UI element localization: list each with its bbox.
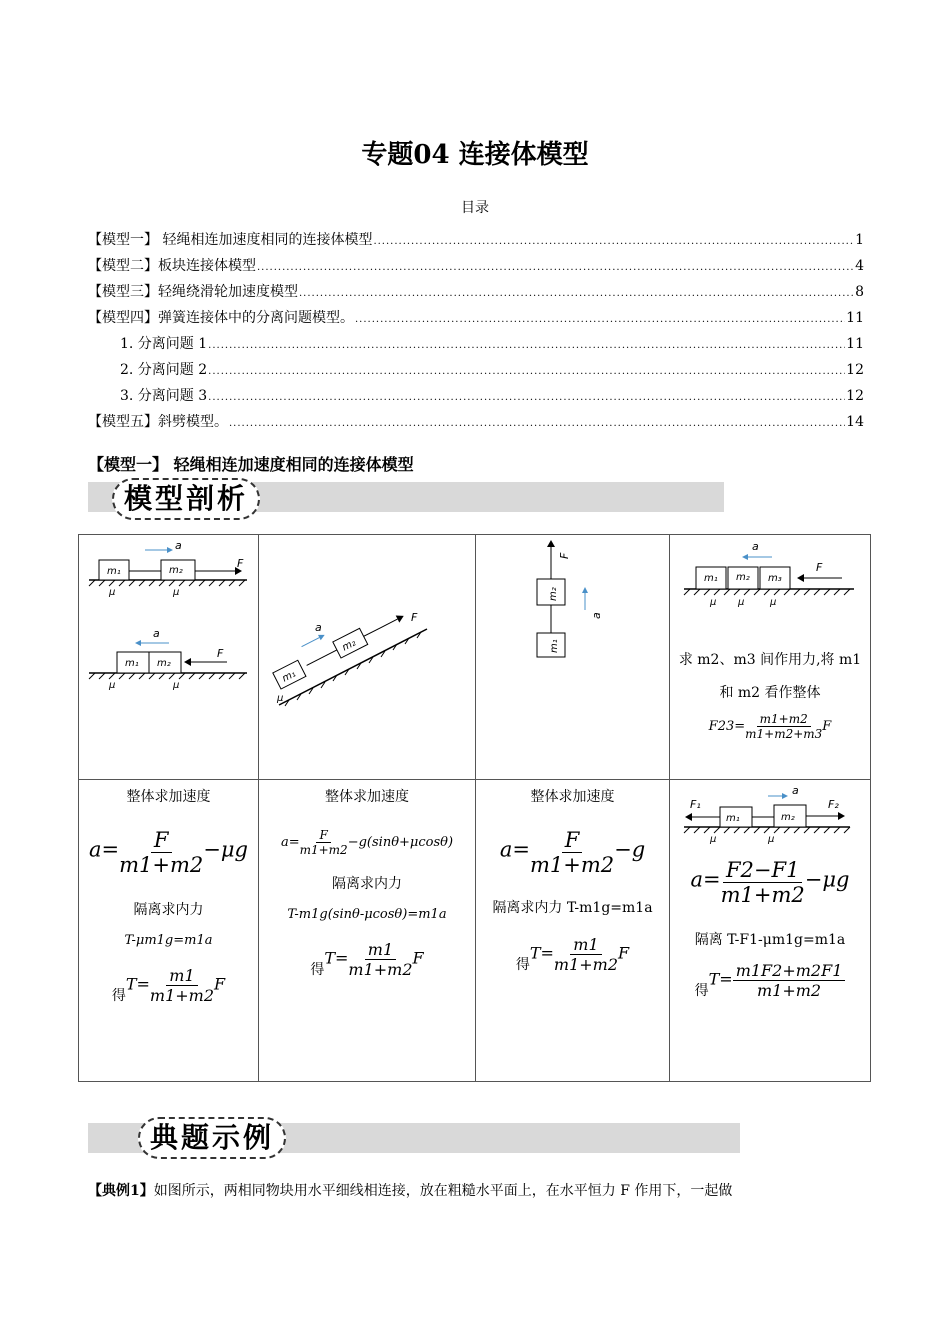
three-blocks-diagram <box>670 535 870 619</box>
tension-equation <box>79 966 258 1005</box>
accel-equation <box>476 828 669 877</box>
formula-den: m1+m2+m3 <box>745 727 823 741</box>
eq-num: F <box>562 828 583 853</box>
cell4-formula <box>670 712 870 741</box>
T-den: m1+m2 <box>348 960 413 979</box>
svg-text:F: F <box>816 561 823 574</box>
toc-entry[interactable] <box>88 410 864 436</box>
T-lhs: T= <box>708 969 733 989</box>
opposing-forces-diagram <box>670 780 870 850</box>
de-label: 得 <box>694 983 709 999</box>
svg-text:m₂: m₂ <box>736 572 750 583</box>
eq-num: F <box>151 828 172 853</box>
svg-text:μ: μ <box>173 587 180 598</box>
svg-text:a: a <box>315 621 322 634</box>
svg-text:m₁: m₁ <box>726 813 740 824</box>
isolation-heading: 隔离求内力 <box>133 902 204 918</box>
svg-text:m₁: m₁ <box>549 639 560 653</box>
svg-text:m₂: m₂ <box>781 812 795 823</box>
isolation-heading: 隔离求内力 <box>332 876 402 892</box>
horizontal-blocks-diagram <box>79 535 258 775</box>
toc-page: 8 <box>855 284 864 300</box>
svg-text:μ: μ <box>738 597 745 608</box>
cell4-note-line1: 求 m2、m3 间作用力,将 m1 <box>678 652 862 668</box>
svg-text:μ: μ <box>109 680 116 691</box>
T-num: m1 <box>570 935 601 955</box>
eq-rhs: −μg <box>804 867 850 892</box>
eq-lhs: a= <box>280 835 300 850</box>
svg-text:m₃: m₃ <box>768 573 782 584</box>
svg-text:μ: μ <box>770 597 777 608</box>
svg-text:F: F <box>217 647 224 660</box>
svg-text:m₂: m₂ <box>548 587 559 601</box>
formula-cell-1 <box>79 780 259 1082</box>
toc-page: 4 <box>855 258 864 274</box>
formula-num: m1+m2 <box>757 712 811 727</box>
toc-label: 【模型一】 轻绳相连加速度相同的连接体模型 <box>88 232 373 248</box>
cell4-note-line2: 和 m2 看作整体 <box>719 685 821 701</box>
formula-cell-2 <box>259 780 476 1082</box>
isolation-heading: 隔离求内力 T-m1g=m1a <box>492 900 653 916</box>
model-heading: 【模型一】 轻绳相连加速度相同的连接体模型 <box>88 455 414 474</box>
T-den: m1+m2 <box>149 986 215 1005</box>
de-label: 得 <box>310 962 325 978</box>
svg-text:F₂: F₂ <box>828 798 839 811</box>
eq-lhs: a= <box>499 837 530 862</box>
incline-diagram <box>259 535 475 775</box>
toc-page: 11 <box>846 336 864 352</box>
formula-cell-4 <box>670 780 871 1082</box>
toc-page: 12 <box>846 388 864 404</box>
eq-den: m1+m2 <box>299 843 348 857</box>
T-lhs: T= <box>125 974 150 994</box>
accel-equation <box>670 858 870 907</box>
example-text: 如图所示，两相同物块用水平细线相连接，放在粗糙水平面上，在水平恒力 F 作用下，一起做 <box>153 1183 733 1199</box>
eq-den: m1+m2 <box>529 853 615 877</box>
svg-text:m₁: m₁ <box>107 566 121 577</box>
svg-text:F₁: F₁ <box>690 798 701 811</box>
tension-equation <box>259 940 475 979</box>
document-title: 专题04 连接体模型 <box>361 140 589 170</box>
svg-text:m₁: m₁ <box>704 573 718 584</box>
isolation-heading: 隔离 T-F1-μm1g=m1a <box>694 932 846 948</box>
eq-den: m1+m2 <box>720 883 805 907</box>
svg-text:m₁: m₁ <box>125 658 139 669</box>
tension-equation <box>476 935 669 974</box>
eq-rhs: −μg <box>203 837 248 862</box>
diagram-cell-4 <box>670 535 871 780</box>
toc-entry[interactable] <box>88 280 864 306</box>
diagram-cell-2 <box>259 535 476 780</box>
cell-heading: 整体求加速度 <box>325 789 409 805</box>
accel-equation <box>79 828 258 877</box>
example-label: 【典例1】 <box>88 1183 154 1199</box>
toc-label: 2. 分离问题 2 <box>120 362 208 378</box>
eq-rhs: −g <box>614 837 646 862</box>
T-den: m1+m2 <box>553 955 619 974</box>
formula-lhs: F23= <box>708 719 746 734</box>
T-rhs: F <box>618 943 630 963</box>
diagram-cell-1 <box>79 535 259 780</box>
toc-page: 11 <box>846 310 864 326</box>
svg-text:a: a <box>590 612 603 619</box>
svg-text:a: a <box>175 539 182 552</box>
svg-text:m₂: m₂ <box>157 658 171 669</box>
formula-cell-3 <box>476 780 670 1082</box>
svg-text:μ: μ <box>710 834 717 845</box>
svg-text:F: F <box>558 552 571 559</box>
T-num: m1 <box>365 940 396 960</box>
svg-text:μ: μ <box>710 597 717 608</box>
toc-entry[interactable] <box>88 254 864 280</box>
de-label: 得 <box>515 957 530 973</box>
model-table <box>78 534 871 1082</box>
isolation-equation: T-m1g(sinθ-μcosθ)=m1a <box>287 907 447 922</box>
de-label: 得 <box>111 988 126 1004</box>
svg-text:m₂: m₂ <box>340 637 358 654</box>
toc-page: 14 <box>846 414 864 430</box>
diagram-cell-3 <box>476 535 670 780</box>
T-num: m1F2+m2F1 <box>733 961 846 981</box>
toc-page: 12 <box>846 362 864 378</box>
toc-label: 【模型二】板块连接体模型 <box>88 258 256 274</box>
T-rhs: F <box>214 974 226 994</box>
examples-badge: 典题示例 <box>138 1117 286 1159</box>
toc-label: 3. 分离问题 3 <box>120 388 208 404</box>
formula-rhs: F <box>822 719 832 734</box>
svg-text:μ: μ <box>109 587 116 598</box>
T-rhs: F <box>412 948 424 968</box>
toc-label: 【模型三】轻绳绕滑轮加速度模型 <box>88 284 298 300</box>
eq-num: F <box>316 828 330 843</box>
toc-entry[interactable] <box>88 332 864 358</box>
eq-num: F2−F1 <box>723 858 802 883</box>
toc-entry[interactable] <box>88 384 864 410</box>
svg-text:μ: μ <box>277 693 284 704</box>
svg-text:m₁: m₁ <box>280 668 298 685</box>
toc-page: 1 <box>855 232 864 248</box>
accel-equation <box>259 828 475 857</box>
T-lhs: T= <box>529 943 554 963</box>
eq-lhs: a= <box>690 867 721 892</box>
toc-label: 【模型五】斜劈模型。 <box>88 414 228 430</box>
svg-text:μ: μ <box>173 680 180 691</box>
toc-label: 1. 分离问题 1 <box>120 336 208 352</box>
svg-text:a: a <box>792 784 799 797</box>
eq-lhs: a= <box>89 837 120 862</box>
cell-heading: 整体求加速度 <box>126 789 211 805</box>
cell-heading: 整体求加速度 <box>530 789 615 805</box>
toc-label: 【模型四】弹簧连接体中的分离问题模型。 <box>88 310 354 326</box>
toc-entry[interactable] <box>88 306 864 332</box>
eq-den: m1+m2 <box>119 853 204 877</box>
svg-text:F: F <box>411 611 418 624</box>
svg-text:F: F <box>237 557 244 570</box>
svg-text:μ: μ <box>768 834 775 845</box>
T-den: m1+m2 <box>756 981 822 1000</box>
eq-rhs: −g(sinθ+μcosθ) <box>347 835 454 850</box>
T-num: m1 <box>166 966 197 986</box>
isolation-equation: T-μm1g=m1a <box>124 933 213 948</box>
tension-equation <box>670 961 870 1000</box>
vertical-blocks-diagram <box>476 535 669 775</box>
svg-text:m₂: m₂ <box>169 565 183 576</box>
svg-text:a: a <box>153 627 160 640</box>
table-of-contents <box>88 228 864 436</box>
example-paragraph <box>88 1180 864 1200</box>
toc-entry[interactable] <box>88 358 864 384</box>
analysis-badge: 模型剖析 <box>112 478 260 520</box>
T-lhs: T= <box>324 948 349 968</box>
toc-heading: 目录 <box>461 200 489 216</box>
svg-text:a: a <box>752 540 759 553</box>
toc-entry[interactable] <box>88 228 864 254</box>
